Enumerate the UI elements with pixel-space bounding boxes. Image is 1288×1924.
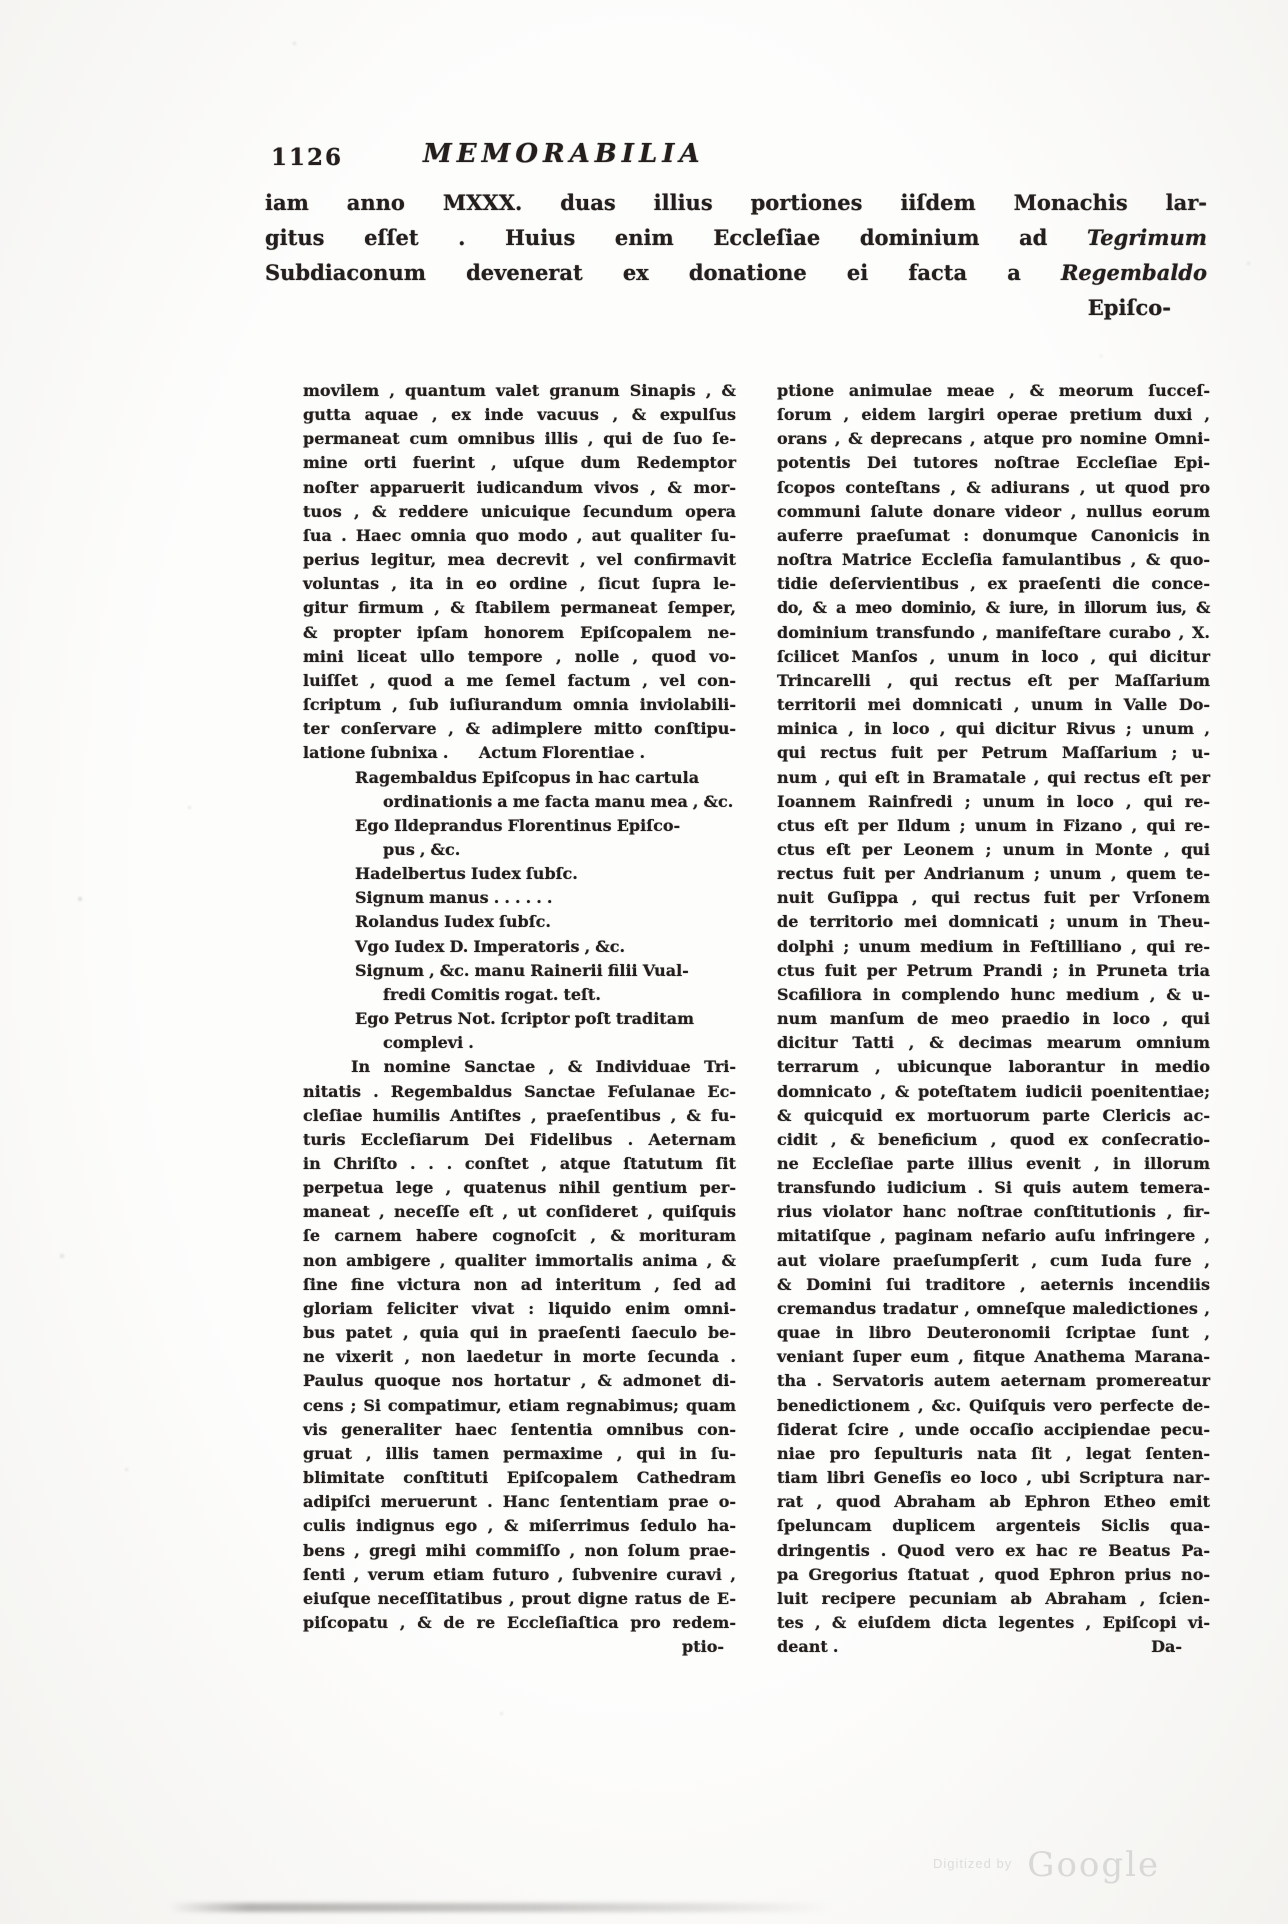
text-line: Subdiaconum devenerat ex donatione ei facta a Regembaldo <box>265 260 1207 285</box>
text-line: gitus eſſet . Huius enim Eccleſiae dominium ad Tegrimum <box>265 225 1207 250</box>
text-line: permaneat cum omnibus illis , qui de ſuo ſe- <box>303 429 736 449</box>
text-line: tiam libri Geneſis eo loco , ubi Scriptura nar- <box>777 1468 1210 1488</box>
text-line: do, & a meo dominio, & iure, in illorum ius, & <box>777 598 1210 618</box>
text-line: ſiderat ſcire , unde occaſio accipiendae pecu- <box>777 1419 1210 1439</box>
text-line: bens , gregi mihi commiſſo , non ſolum prae- <box>303 1540 736 1560</box>
text-line: num , qui eſt in Bramatale , qui rectus eſt per <box>777 767 1210 787</box>
text-line: in Chriſto . . . conſtet , atque ſtatutum ſit <box>303 1154 736 1173</box>
text-line: iam anno MXXX. duas illius portiones iiſdem Monachis lar- <box>265 190 1207 215</box>
text-line: cremandus tradatur , omneſque maledictiones , <box>777 1298 1210 1318</box>
text-line: ſcopos conteſtans , & adiurans , ut quod pro <box>777 477 1210 497</box>
text-line: ſenti , verum etiam futuro , ſubvenire curavi , <box>303 1564 736 1584</box>
text-line: Rolandus Iudex ſubſc. <box>355 912 551 932</box>
scan-speck <box>78 897 82 901</box>
running-title: MEMORABILIA <box>423 139 705 169</box>
text-line: dringentis . Quod vero ex hac re Beatus Pa- <box>777 1540 1210 1560</box>
text-line: perius legitur, mea decrevit , vel confirmavit <box>303 550 736 570</box>
text-line: ſpeluncam duplicem argenteis Siclis qua- <box>777 1516 1210 1536</box>
text-line: In nomine Sanctae , & Individuae Tri- <box>351 1057 736 1077</box>
text-line: ſua . Haec omnia quo modo , aut qualiter ſu- <box>303 525 736 545</box>
text-line: gitur firmum , & ſtabilem permaneat ſemper, <box>303 598 736 618</box>
text-line: ne vixerit , non laedetur in morte ſecunda . <box>303 1347 736 1367</box>
text-line: gutta aquae , ex inde vacuus , & expulſus <box>303 405 736 425</box>
google-watermark <box>933 1845 1160 1885</box>
text-line: quae in libro Deuteronomii ſcriptae ſunt , <box>777 1323 1210 1343</box>
text-line: Signum manus . . . . . . <box>355 888 553 908</box>
text-line: nitatis . Regembaldus Sanctae Feſulanae Ec- <box>303 1081 736 1101</box>
text-line: ſorum , eidem largiri operae pretium duxi , <box>777 405 1210 425</box>
scan-speck <box>1247 262 1250 265</box>
text-line: eiuſque neceſſitatibus , prout digne ratus de E- <box>303 1588 736 1608</box>
text-line: vis generaliter haec ſententia omnibus con- <box>303 1419 736 1439</box>
text-line: dominium transfundo , manifeſtare curabo , X. <box>777 622 1210 642</box>
text-line: maneat , neceſſe eſt , ut conſideret , quiſquis <box>303 1202 736 1222</box>
scan-speck <box>125 1468 128 1471</box>
page-number: 1126 <box>271 144 344 171</box>
scan-speck <box>188 806 191 809</box>
text-line: noſtra Matrice Eccleſia famulantibus , & quo- <box>777 550 1210 570</box>
text-line: auferre praeſumat : donumque Canonicis in <box>777 525 1210 545</box>
google-logo: Google <box>1027 1845 1161 1885</box>
text-line: territorii mei domnicati , unum in Valle Do- <box>777 695 1210 715</box>
text-line: pus , &c. <box>383 839 461 859</box>
text-line: num manſum de meo praedio in loco , qui <box>777 1009 1210 1029</box>
text-line: ctus fuit per Petrum Prandi ; in Pruneta tria <box>777 960 1210 980</box>
text-line: tidie deſervientibus , ex praeſenti die conce- <box>777 574 1210 594</box>
text-line: mitatiſque , paginam nefario auſu infringere , <box>777 1226 1210 1246</box>
text-line: Hadelbertus Iudex ſubſc. <box>355 864 578 884</box>
text-line: complevi . <box>383 1033 474 1053</box>
digitized-by-text: Digitized by <box>933 1856 1013 1871</box>
text-line: mine orti fuerint , uſque dum Redemptor <box>303 453 736 473</box>
text-line: adipiſci meruerunt . Hanc ſententiam prae o- <box>303 1492 736 1512</box>
text-line: luit recipere pecuniam ab Abraham , ſcien- <box>777 1588 1210 1608</box>
text-line: veniant ſuper eum , fitque Anathema Marana- <box>777 1347 1210 1367</box>
text-line: cidit , & beneficium , quod ex conſecratio- <box>777 1129 1210 1149</box>
text-line: ne Eccleſiae parte illius evenit , in illorum <box>777 1154 1210 1173</box>
text-line: minica , in loco , qui dicitur Rivus ; unum , <box>777 719 1210 739</box>
text-line: gruat , illis tamen permaxime , qui in ſu- <box>303 1443 736 1463</box>
text-line: Epiſco- <box>1087 295 1171 320</box>
scan-speck <box>500 1712 503 1715</box>
scan-speck <box>293 42 296 45</box>
text-line: rius violator hanc noſtrae conſtitutionis , fir- <box>777 1202 1210 1222</box>
text-line: transfundo iudicium . Si quis autem temera- <box>777 1178 1210 1198</box>
text-line: potentis Dei tutores noſtrae Eccleſiae Epi- <box>777 453 1210 473</box>
text-line: nuit Guſippa , qui rectus fuit per Vrſonem <box>777 888 1210 908</box>
text-line: & Domini ſui traditore , aeternis incendiis <box>777 1274 1210 1294</box>
text-line: non ambigere , qualiter immortalis anima , & <box>303 1250 736 1270</box>
text-line: blimitate conſtituti Epiſcopalem Cathedram <box>303 1468 736 1488</box>
text-line: Paulus quoque nos hortatur , & admonet di- <box>303 1371 736 1391</box>
text-line: ptio- <box>682 1637 724 1657</box>
text-line: deant . Da- <box>777 1637 1182 1657</box>
intro-paragraph <box>265 185 1207 325</box>
text-line: pa Gregorius ſtatuat , quod Ephron prius no- <box>777 1564 1210 1584</box>
text-line: movilem , quantum valet granum Sinapis , & <box>303 381 736 400</box>
text-line: Scafiliora in complendo hunc medium , & u- <box>777 984 1210 1004</box>
text-line: ſine fine victura non ad interitum , ſed ad <box>303 1274 736 1294</box>
text-line: tuos , & reddere unicuique ſecundum opera <box>303 501 736 521</box>
text-line: cens ; Si compatimur, etiam regnabimus; quam <box>303 1395 736 1415</box>
text-line: ctus eſt per Ildum ; unum in Fizano , qui re- <box>777 815 1210 835</box>
text-line: dicitur Tatti , & decimas mearum omnium <box>777 1033 1210 1053</box>
text-line: ſe carnem habere cognoſcit , & morituram <box>303 1226 736 1246</box>
text-line: Vgo Iudex D. Imperatoris , &c. <box>355 936 626 956</box>
text-line: ſcriptum , ſub iuſiurandum omnia inviolabili- <box>303 695 736 715</box>
text-line: Ego Ildeprandus Florentinus Epiſco- <box>355 815 681 835</box>
text-line: Ioannem Rainfredi ; unum in loco , qui re- <box>777 791 1210 811</box>
text-line: ſcilicet Manſos , unum in loco , qui dicitur <box>777 646 1210 666</box>
text-line: domnicato , & poteſtatem iudicii poenitentiae; <box>777 1081 1210 1101</box>
text-line: fredi Comitis rogat. teſt. <box>383 984 601 1004</box>
text-line: luiſſet , quod a me ſemel factum , vel con- <box>303 670 736 690</box>
text-line: tes , & eiuſdem dicta legentes , Epiſcopi vi- <box>777 1612 1210 1632</box>
text-line: ter conſervare , & adimplere mitto conſtipu- <box>303 719 736 739</box>
text-line: cleſiae humilis Antiſtes , praeſentibus , & fu- <box>303 1105 736 1125</box>
text-line: Signum , &c. manu Rainerii filii Vual- <box>355 960 689 980</box>
text-line: tha . Servatoris autem aeternam promereatur <box>777 1371 1210 1391</box>
text-line: aut violare praeſumpſerit , cum Iuda fure , <box>777 1250 1210 1270</box>
scan-edge-smudge <box>168 1903 833 1912</box>
text-line: qui rectus fuit per Petrum Maſſarium ; u- <box>777 743 1210 763</box>
text-line: noſter apparuerit iudicandum vivos , & mor- <box>303 477 736 497</box>
text-line: voluntas , ita in eo ordine , ſicut ſupra le- <box>303 574 736 594</box>
text-line: rectus fuit per Andrianum ; unum , quem te- <box>777 864 1210 884</box>
text-line: terrarum , ubicunque laborantur in medio <box>777 1057 1210 1077</box>
text-line: perpetua lege , quatenus nihil gentium per- <box>303 1178 736 1198</box>
text-line: piſcopatu , & de re Eccleſiaſtica pro redem- <box>303 1612 736 1632</box>
text-line: rat , quod Abraham ab Ephron Etheo emit <box>777 1492 1210 1512</box>
text-line: mini liceat ullo tempore , nolle , quod vo- <box>303 646 736 666</box>
text-line: & quicquid ex mortuorum parte Clericis ac- <box>777 1105 1210 1125</box>
text-line: niae pro ſepulturis nata ſit , legat ſenten- <box>777 1443 1210 1463</box>
scan-speck <box>1100 355 1102 357</box>
text-line: bus patet , quia qui in praeſenti ſaeculo be- <box>303 1323 736 1343</box>
scan-speck <box>60 1254 64 1258</box>
text-line: turis Eccleſiarum Dei Fidelibus . Aeternam <box>303 1129 736 1149</box>
text-line: gloriam feliciter vivat : liquido enim omni- <box>303 1298 736 1318</box>
text-line: Ragembaldus Epiſcopus in hac cartula <box>355 767 700 787</box>
text-line: latione ſubnixa . Actum Florentiae . <box>303 743 646 763</box>
text-column-left <box>303 379 736 1659</box>
text-line: culis indignus ego , & miſerrimus ſedulo ha- <box>303 1516 736 1536</box>
text-line: ptione animulae meae , & meorum ſucceſ- <box>777 381 1210 400</box>
text-line: Ego Petrus Not. ſcriptor poſt traditam <box>355 1009 694 1029</box>
text-line: de territorio mei domnicati ; unum in Theu- <box>777 912 1210 932</box>
text-line: ordinationis a me facta manu mea , &c. <box>383 791 734 811</box>
text-column-right <box>777 379 1210 1659</box>
text-line: communi ſalute donare videor , nullus eorum <box>777 501 1210 521</box>
text-line: orans , & deprecans , atque pro nomine Omni- <box>777 429 1210 449</box>
text-line: benedictionem , &c. Quiſquis vero perfecte de- <box>777 1395 1210 1415</box>
text-line: ctus eſt per Leonem ; unum in Monte , qui <box>777 839 1210 859</box>
text-line: Trincarelli , qui rectus eſt per Maſſarium <box>777 670 1210 690</box>
text-line: & propter ipſam honorem Epiſcopalem ne- <box>303 622 736 642</box>
text-line: dolphi ; unum medium in Feſtilliano , qui re- <box>777 936 1210 956</box>
